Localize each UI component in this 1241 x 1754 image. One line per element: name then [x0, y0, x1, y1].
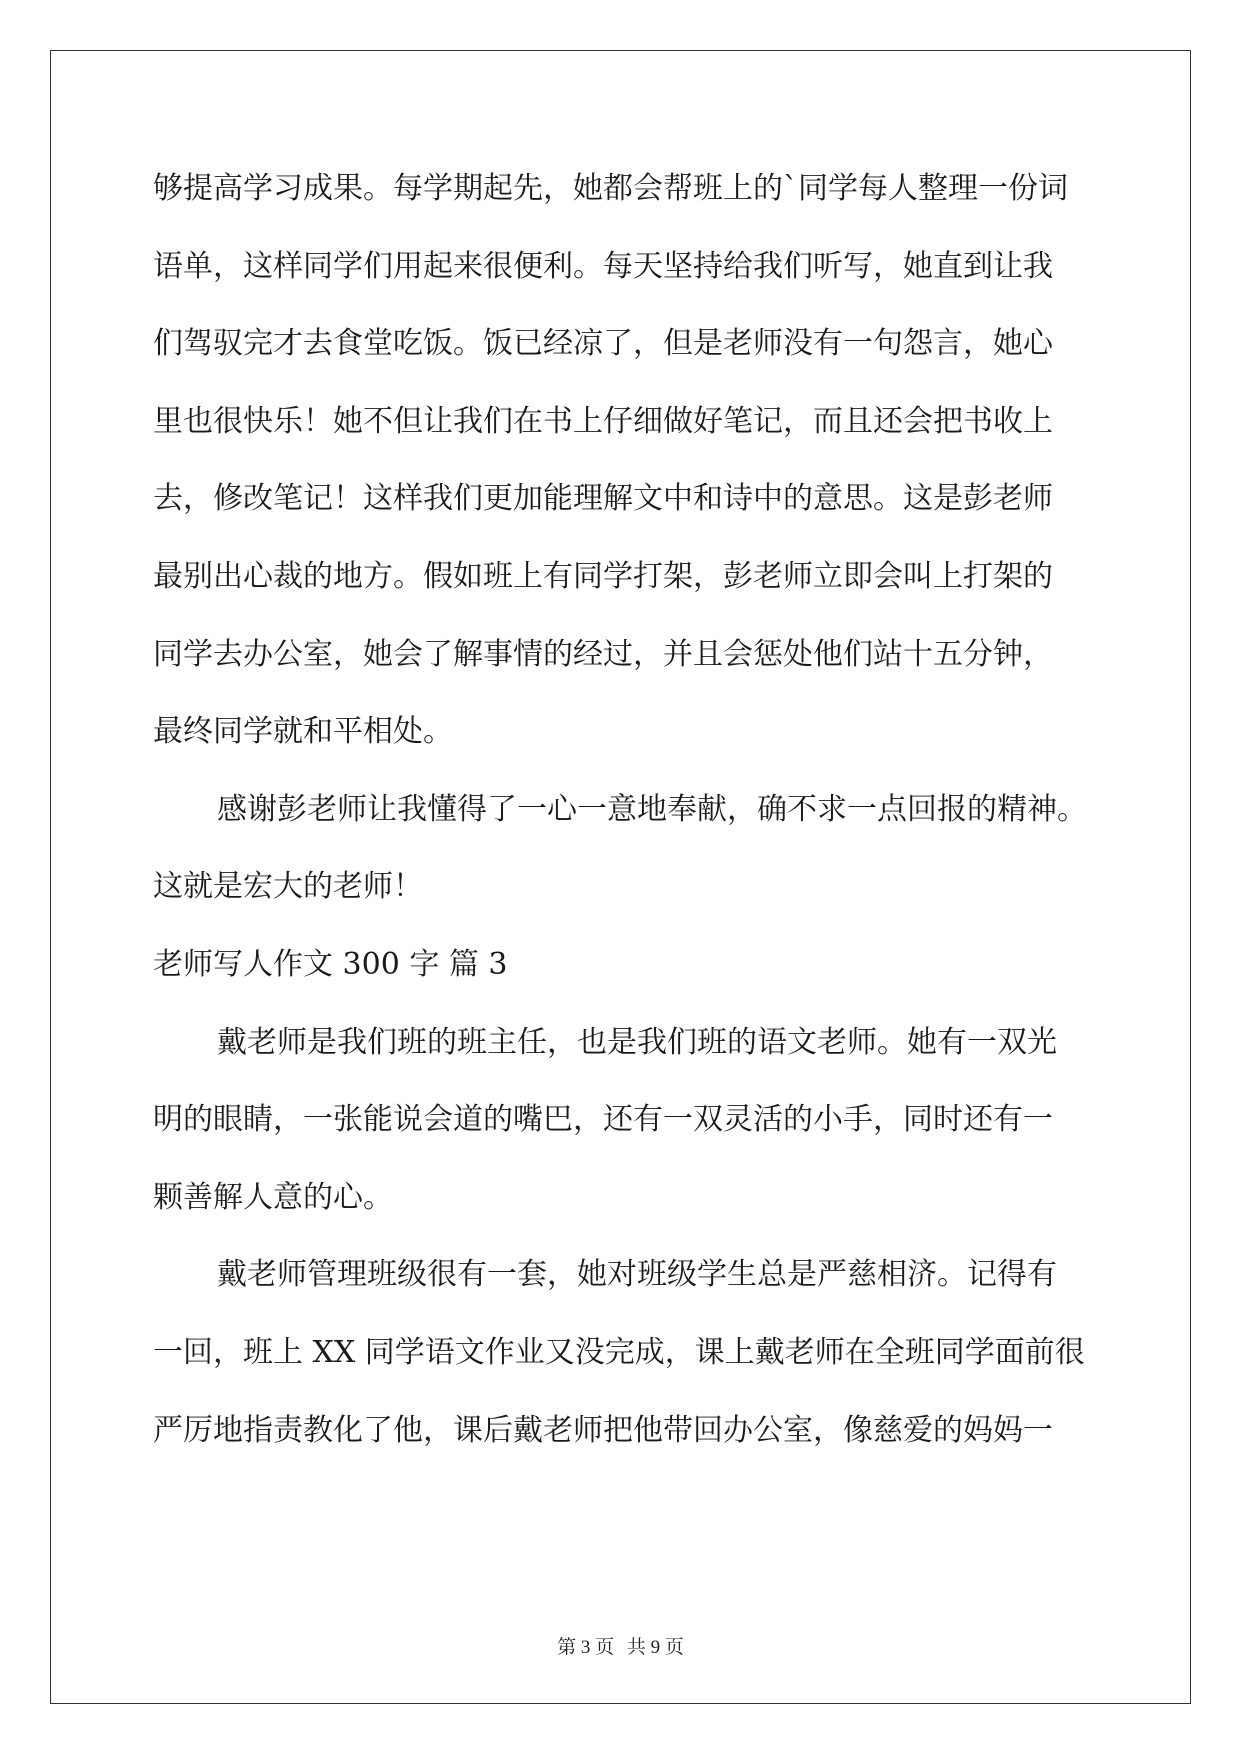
text-line: 颗善解人意的心。 — [153, 1179, 393, 1215]
text-line: 里也很快乐！她不但让我们在书上仔细做好笔记，而且还会把书收上 — [153, 403, 1053, 439]
text-line: 明的眼睛，一张能说会道的嘴巴，还有一双灵活的小手，同时还有一 — [153, 1102, 1053, 1138]
page-number: 第 3 页 — [557, 1637, 615, 1658]
section-heading: 老师写人作文 300 字 篇 3 — [153, 946, 508, 982]
text-line: 们驾驭完才去食堂吃饭。饭已经凉了，但是老师没有一句怨言，她心 — [153, 326, 1053, 362]
paragraph-start-line: 感谢彭老师让我懂得了一心一意地奉献，确不求一点回报的精神。 — [217, 791, 1087, 827]
page-total: 共 9 页 — [626, 1637, 684, 1658]
document-body — [153, 150, 1093, 1469]
paragraph-start-line: 戴老师是我们班的班主任，也是我们班的语文老师。她有一双光 — [217, 1024, 1057, 1060]
text-line: 最终同学就和平相处。 — [153, 714, 453, 750]
paragraph-start-line: 戴老师管理班级很有一套，她对班级学生总是严慈相济。记得有 — [217, 1257, 1057, 1293]
text-line: 严厉地指责教化了他，课后戴老师把他带回办公室，像慈爱的妈妈一 — [153, 1412, 1053, 1448]
text-line: 语单，这样同学们用起来很便利。每天坚持给我们听写，她直到让我 — [153, 248, 1053, 284]
text-line: 最别出心裁的地方。假如班上有同学打架，彭老师立即会叫上打架的 — [153, 558, 1053, 594]
text-line: 去，修改笔记！这样我们更加能理解文中和诗中的意思。这是彭老师 — [153, 481, 1053, 517]
text-line: 这就是宏大的老师！ — [153, 869, 423, 905]
page-footer — [0, 1632, 1241, 1659]
text-line: 一回，班上 XX 同学语文作业又没完成，课上戴老师在全班同学面前很 — [153, 1334, 1085, 1370]
text-line: 同学去办公室，她会了解事情的经过，并且会惩处他们站十五分钟， — [153, 636, 1053, 672]
text-line: 够提高学习成果。每学期起先，她都会帮班上的`同学每人整理一份词 — [153, 171, 1068, 206]
